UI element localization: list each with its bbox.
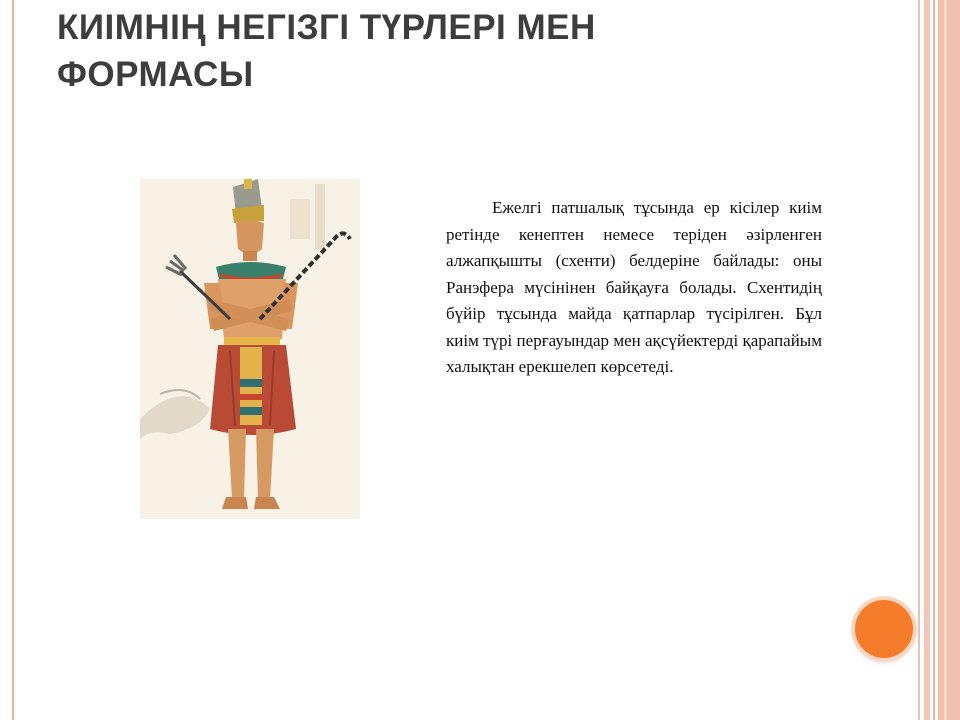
right-decorative-stripes (918, 0, 960, 720)
left-border-line (12, 0, 14, 720)
orange-circle-button[interactable] (855, 600, 913, 658)
slide-title: КИІМНІҢ НЕГІЗГІ ТҮРЛЕРІ МЕН ФОРМАСЫ (57, 8, 596, 94)
slide-body-text: Ежелгі патшалық тұсында ер кісілер киім ретінде кенептен немесе теріден әзірленген алжапқышты (схенти) белдеріне байлады: оны Ранэфера мүсінінен байқауға болады. Схентидің бүйір тұсында майда қатпарлар түсірілген. Бұл киім түрі перғауындар мен ақсүйектерді қарапайым халықтан ерекшелеп көрсетеді. (446, 198, 822, 376)
pharaoh-illustration (140, 179, 360, 519)
